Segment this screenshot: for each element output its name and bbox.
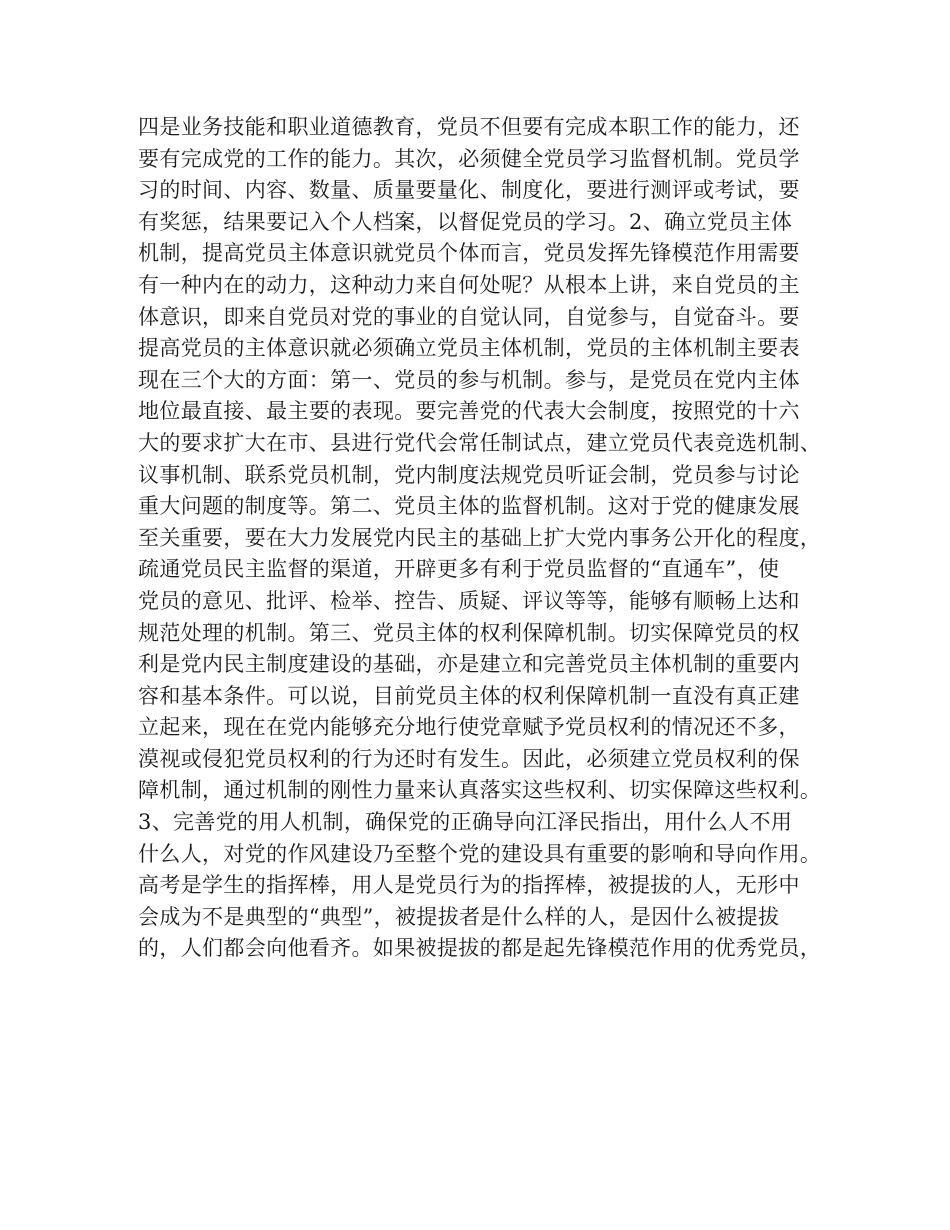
text-line: 重大问题的制度等。第二、党员主体的监督机制。这对于党的健康发展 — [138, 494, 800, 519]
text-line: 障机制，通过机制的刚性力量来认真落实这些权利、切实保障这些权利。 — [138, 778, 822, 803]
text-line: 体意识，即来自党员对党的事业的自觉认同，自觉参与，自觉奋斗。要 — [138, 304, 800, 329]
text-line: 高考是学生的指挥棒，用人是党员行为的指挥棒，被提拔的人，无形中 — [138, 873, 800, 898]
text-line: 会成为不是典型的“典型”，被提拔者是什么样的人，是因什么被提拔 — [138, 904, 780, 929]
text-line: 习的时间、内容、数量、质量要量化、制度化，要进行测评或考试，要 — [138, 178, 800, 203]
text-line: 漠视或侵犯党员权利的行为还时有发生。因此，必须建立党员权利的保 — [138, 746, 800, 771]
text-line: 地位最直接、最主要的表现。要完善党的代表大会制度，按照党的十六 — [138, 399, 800, 424]
text-line: 规范处理的机制。第三、党员主体的权利保障机制。切实保障党员的权 — [138, 620, 800, 645]
text-line: 四是业务技能和职业道德教育，党员不但要有完成本职工作的能力，还 — [138, 115, 800, 139]
text-line: 有奖惩，结果要记入个人档案，以督促党员的学习。2、确立党员主体 — [138, 209, 793, 234]
text-line: 至关重要，要在大力发展党内民主的基础上扩大党内事务公开化的程度， — [138, 525, 822, 550]
text-line: 3、完善党的用人机制，确保党的正确导向江泽民指出，用什么人不用 — [138, 810, 793, 835]
text-line: 提高党员的主体意识就必须确立党员主体机制，党员的主体机制主要表 — [138, 336, 800, 361]
text-line: 议事机制、联系党员机制，党内制度法规党员听证会制，党员参与讨论 — [138, 462, 800, 487]
text-line: 的，人们都会向他看齐。如果被提拔的都是起先锋模范作用的优秀党员， — [138, 936, 822, 961]
text-line: 机制，提高党员主体意识就党员个体而言，党员发挥先锋模范作用需要 — [138, 241, 800, 266]
text-line: 利是党内民主制度建设的基础，亦是建立和完善党员主体机制的重要内 — [138, 652, 800, 677]
text-line: 立起来，现在在党内能够充分地行使党章赋予党员权利的情况还不多， — [138, 715, 800, 740]
text-line: 现在三个大的方面：第一、党员的参与机制。参与，是党员在党内主体 — [138, 367, 800, 392]
text-line: 疏通党员民主监督的渠道，开辟更多有利于党员监督的“直通车”，使 — [138, 557, 780, 582]
text-line: 什么人，对党的作风建设乃至整个党的建设具有重要的影响和导向作用。 — [138, 841, 822, 866]
text-line: 大的要求扩大在市、县进行党代会常任制试点，建立党员代表竞选机制、 — [138, 430, 822, 455]
text-line: 党员的意见、批评、检举、控告、质疑、评议等等，能够有顺畅上达和 — [138, 588, 800, 613]
body-text — [138, 112, 828, 965]
text-line: 有一种内在的动力，这种动力来自何处呢？从根本上讲，来自党员的主 — [138, 272, 800, 297]
text-line: 要有完成党的工作的能力。其次，必须健全党员学习监督机制。党员学 — [138, 146, 800, 171]
text-line: 容和基本条件。可以说，目前党员主体的权利保障机制一直没有真正建 — [138, 683, 800, 708]
